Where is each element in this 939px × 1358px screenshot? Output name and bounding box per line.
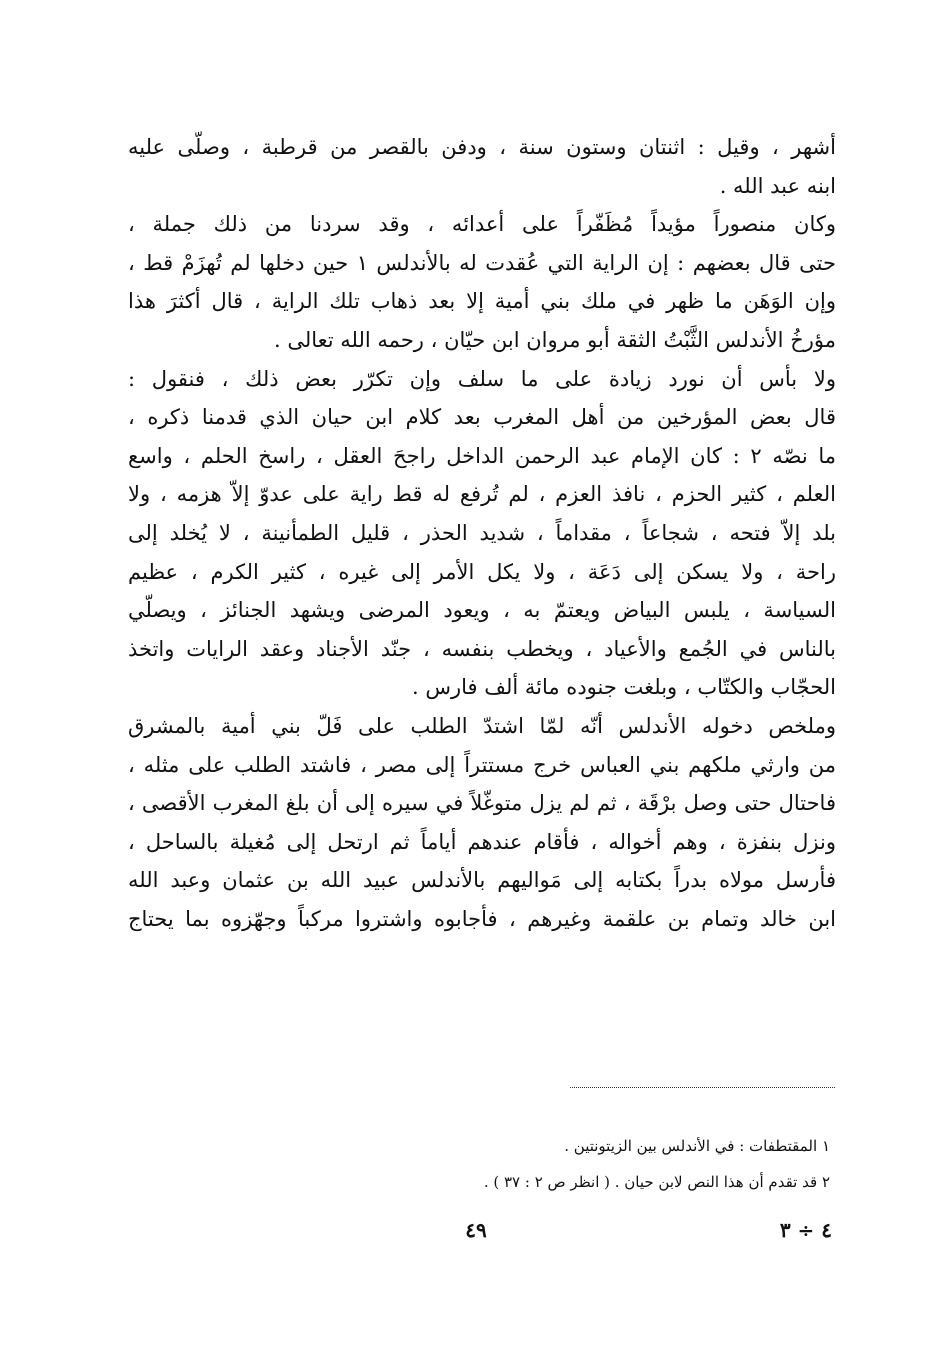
text-line: فأرسل مولاه بدراً بكتابه إلى مَواليهم بالأندلس عبيد الله بن عثمان وعبد الله	[128, 868, 836, 893]
text-line: من وارثي ملكهم بني العباس خرج مستتراً إلى مصر ، فاشتد الطلب على مثله ،	[128, 752, 836, 777]
text-line: أشهر ، وقيل : اثنتان وستون سنة ، ودفن بالقصر من قرطبة ، وصلّى عليه	[128, 135, 836, 159]
text-line: وكان منصوراً مؤيداً مُظَفّراً على أعدائه ، وقد سردنا من ذلك جملة ،	[128, 212, 836, 237]
text-line: العلم ، كثير الحزم ، نافذ العزم ، لم تُرفع له قط راية على عدوّ إلاّ هزمه ، ولا	[128, 482, 836, 507]
text-line: بالناس في الجُمع والأعياد ، ويخطب بنفسه ، جنّد الأجناد وعقد الرايات واتخذ	[128, 636, 836, 661]
text-line: السياسة ، يلبس البياض ويعتمّ به ، ويعود المرضى ويشهد الجنائز ، ويصلّي	[128, 598, 836, 623]
text-line: وإن الوَهَن ما ظهر في ملك بني أمية إلا بعد ذهاب تلك الراية ، قال أكثرَ هذا	[128, 289, 836, 314]
text-line: فاحتال حتى وصل برْقَة ، ثم لم يزل متوغّلاً في سيره إلى أن بلغ المغرب الأقصى ،	[128, 791, 836, 816]
text-line: ونزل بنفزة ، وهم أخواله ، فأقام عندهم أياماً ثم ارتحل إلى مُغيلة بالساحل ،	[128, 829, 836, 854]
page-number: ٤٩	[465, 1218, 487, 1242]
text-line: وملخص دخوله الأندلس أنّه لمّا اشتدّ الطلب على فَلّ بني أمية بالمشرق	[128, 713, 836, 738]
text-line: الحجّاب والكتّاب ، وبلغت جنوده مائة ألف فارس .	[412, 675, 836, 700]
footnotes	[300, 1128, 830, 1200]
text-line: ولا بأس أن نورد زيادة على ما سلف وإن تكرّر بعض ذلك ، فنقول :	[128, 366, 836, 391]
text-line: راحة ، ولا يسكن إلى دَعَة ، ولا يكل الأمر إلى غيره ، كثير الكرم ، عظيم	[128, 559, 836, 584]
body-text	[128, 128, 836, 938]
footnote-divider	[570, 1087, 835, 1088]
text-line: ما نصّه ٢ : كان الإمام عبد الرحمن الداخل راجحَ العقل ، راسخ الحلم ، واسع	[128, 443, 837, 468]
text-line: ابن خالد وتمام بن علقمة وغيرهم ، فأجابوه واشتروا مركباً وجهّزوه بما يحتاج	[128, 906, 836, 931]
text-line: مؤرخُ الأندلس الثَّبْتُ الثقة أبو مروان ابن حيّان ، رحمه الله تعالى .	[274, 327, 836, 352]
text-line: بلد إلاّ فتحه ، شجاعاً ، مقداماً ، شديد الحذر ، قليل الطمأنينة ، لا يُخلد إلى	[128, 520, 836, 545]
footnote: ١ المقتطفات : في الأندلس بين الزيتونتين .	[564, 1137, 830, 1155]
text-line: قال بعض المؤرخين من أهل المغرب بعد كلام ابن حيان الذي قدمنا ذكره ،	[128, 405, 836, 430]
footnote: ٢ قد تقدم أن هذا النص لابن حيان . ( انظر ص ٢ : ٣٧ ) .	[483, 1173, 830, 1191]
text-line: ابنه عبد الله .	[719, 173, 836, 198]
printer-signature-mark: ٤ ÷ ٣	[779, 1218, 832, 1242]
text-line: حتى قال بعضهم : إن الراية التي عُقدت له بالأندلس ١ حين دخلها لم تُهزَمْ قط ،	[128, 250, 836, 275]
